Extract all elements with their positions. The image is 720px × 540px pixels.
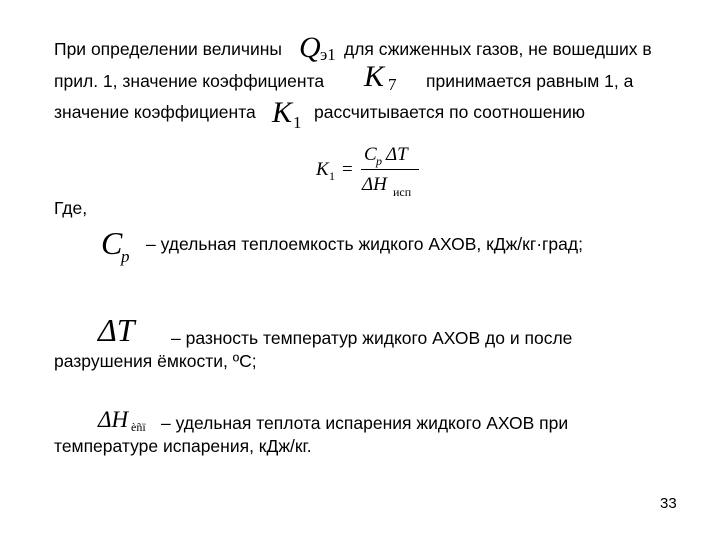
cp-definition: – удельная теплоемкость жидкого АХОВ, кДж/кг·град; bbox=[146, 234, 583, 254]
formula-numerator-p: p bbox=[376, 154, 382, 168]
paragraph-line1-text: При определении величины bbox=[54, 39, 282, 59]
formula-equals: = bbox=[342, 159, 353, 180]
k1-symbol: K bbox=[272, 96, 293, 129]
delta-h-definition-line2: температуре испарения, кДж/кг. bbox=[54, 436, 312, 456]
paragraph-line1-after: для сжиженных газов, не вошедших в bbox=[344, 39, 652, 59]
delta-t-symbol: ΔT bbox=[98, 312, 135, 348]
paragraph-line3-text: значение коэффициента bbox=[54, 102, 256, 122]
k7-subscript: 7 bbox=[388, 75, 397, 94]
formula-denominator-subscript: исп bbox=[393, 185, 412, 199]
paragraph-line2-after: принимается равным 1, а bbox=[426, 71, 634, 91]
formula-denominator-delta-h: ΔH bbox=[362, 174, 387, 195]
k7-symbol: K bbox=[364, 60, 385, 93]
formula-fraction-bar bbox=[361, 169, 419, 170]
q-symbol: Q bbox=[299, 31, 321, 64]
paragraph-line2-text: прил. 1, значение коэффициента bbox=[54, 71, 325, 91]
formula-lhs-subscript: 1 bbox=[329, 169, 335, 183]
delta-t-definition-line1: – разность температур жидкого АХОВ до и после bbox=[171, 328, 573, 348]
formula-numerator-c: C bbox=[364, 144, 377, 165]
delta-t-definition-line2: разрушения ёмкости, ºС; bbox=[54, 351, 257, 371]
q-subscript: э1 bbox=[320, 45, 336, 64]
paragraph-line3-after: рассчитывается по соотношению bbox=[314, 102, 585, 122]
formula-numerator-delta-t: ΔT bbox=[386, 144, 408, 165]
where-label: Где, bbox=[54, 198, 88, 218]
delta-h-symbol: ΔH bbox=[98, 407, 129, 432]
page-number: 33 bbox=[660, 495, 677, 512]
k1-subscript: 1 bbox=[293, 113, 302, 132]
formula-lhs-k: K bbox=[316, 159, 329, 180]
cp-subscript: p bbox=[121, 247, 130, 266]
delta-h-subscript: èñï bbox=[131, 420, 146, 434]
cp-symbol: C bbox=[101, 225, 123, 261]
delta-h-definition-line1: – удельная теплота испарения жидкого АХОВ при bbox=[161, 413, 569, 433]
